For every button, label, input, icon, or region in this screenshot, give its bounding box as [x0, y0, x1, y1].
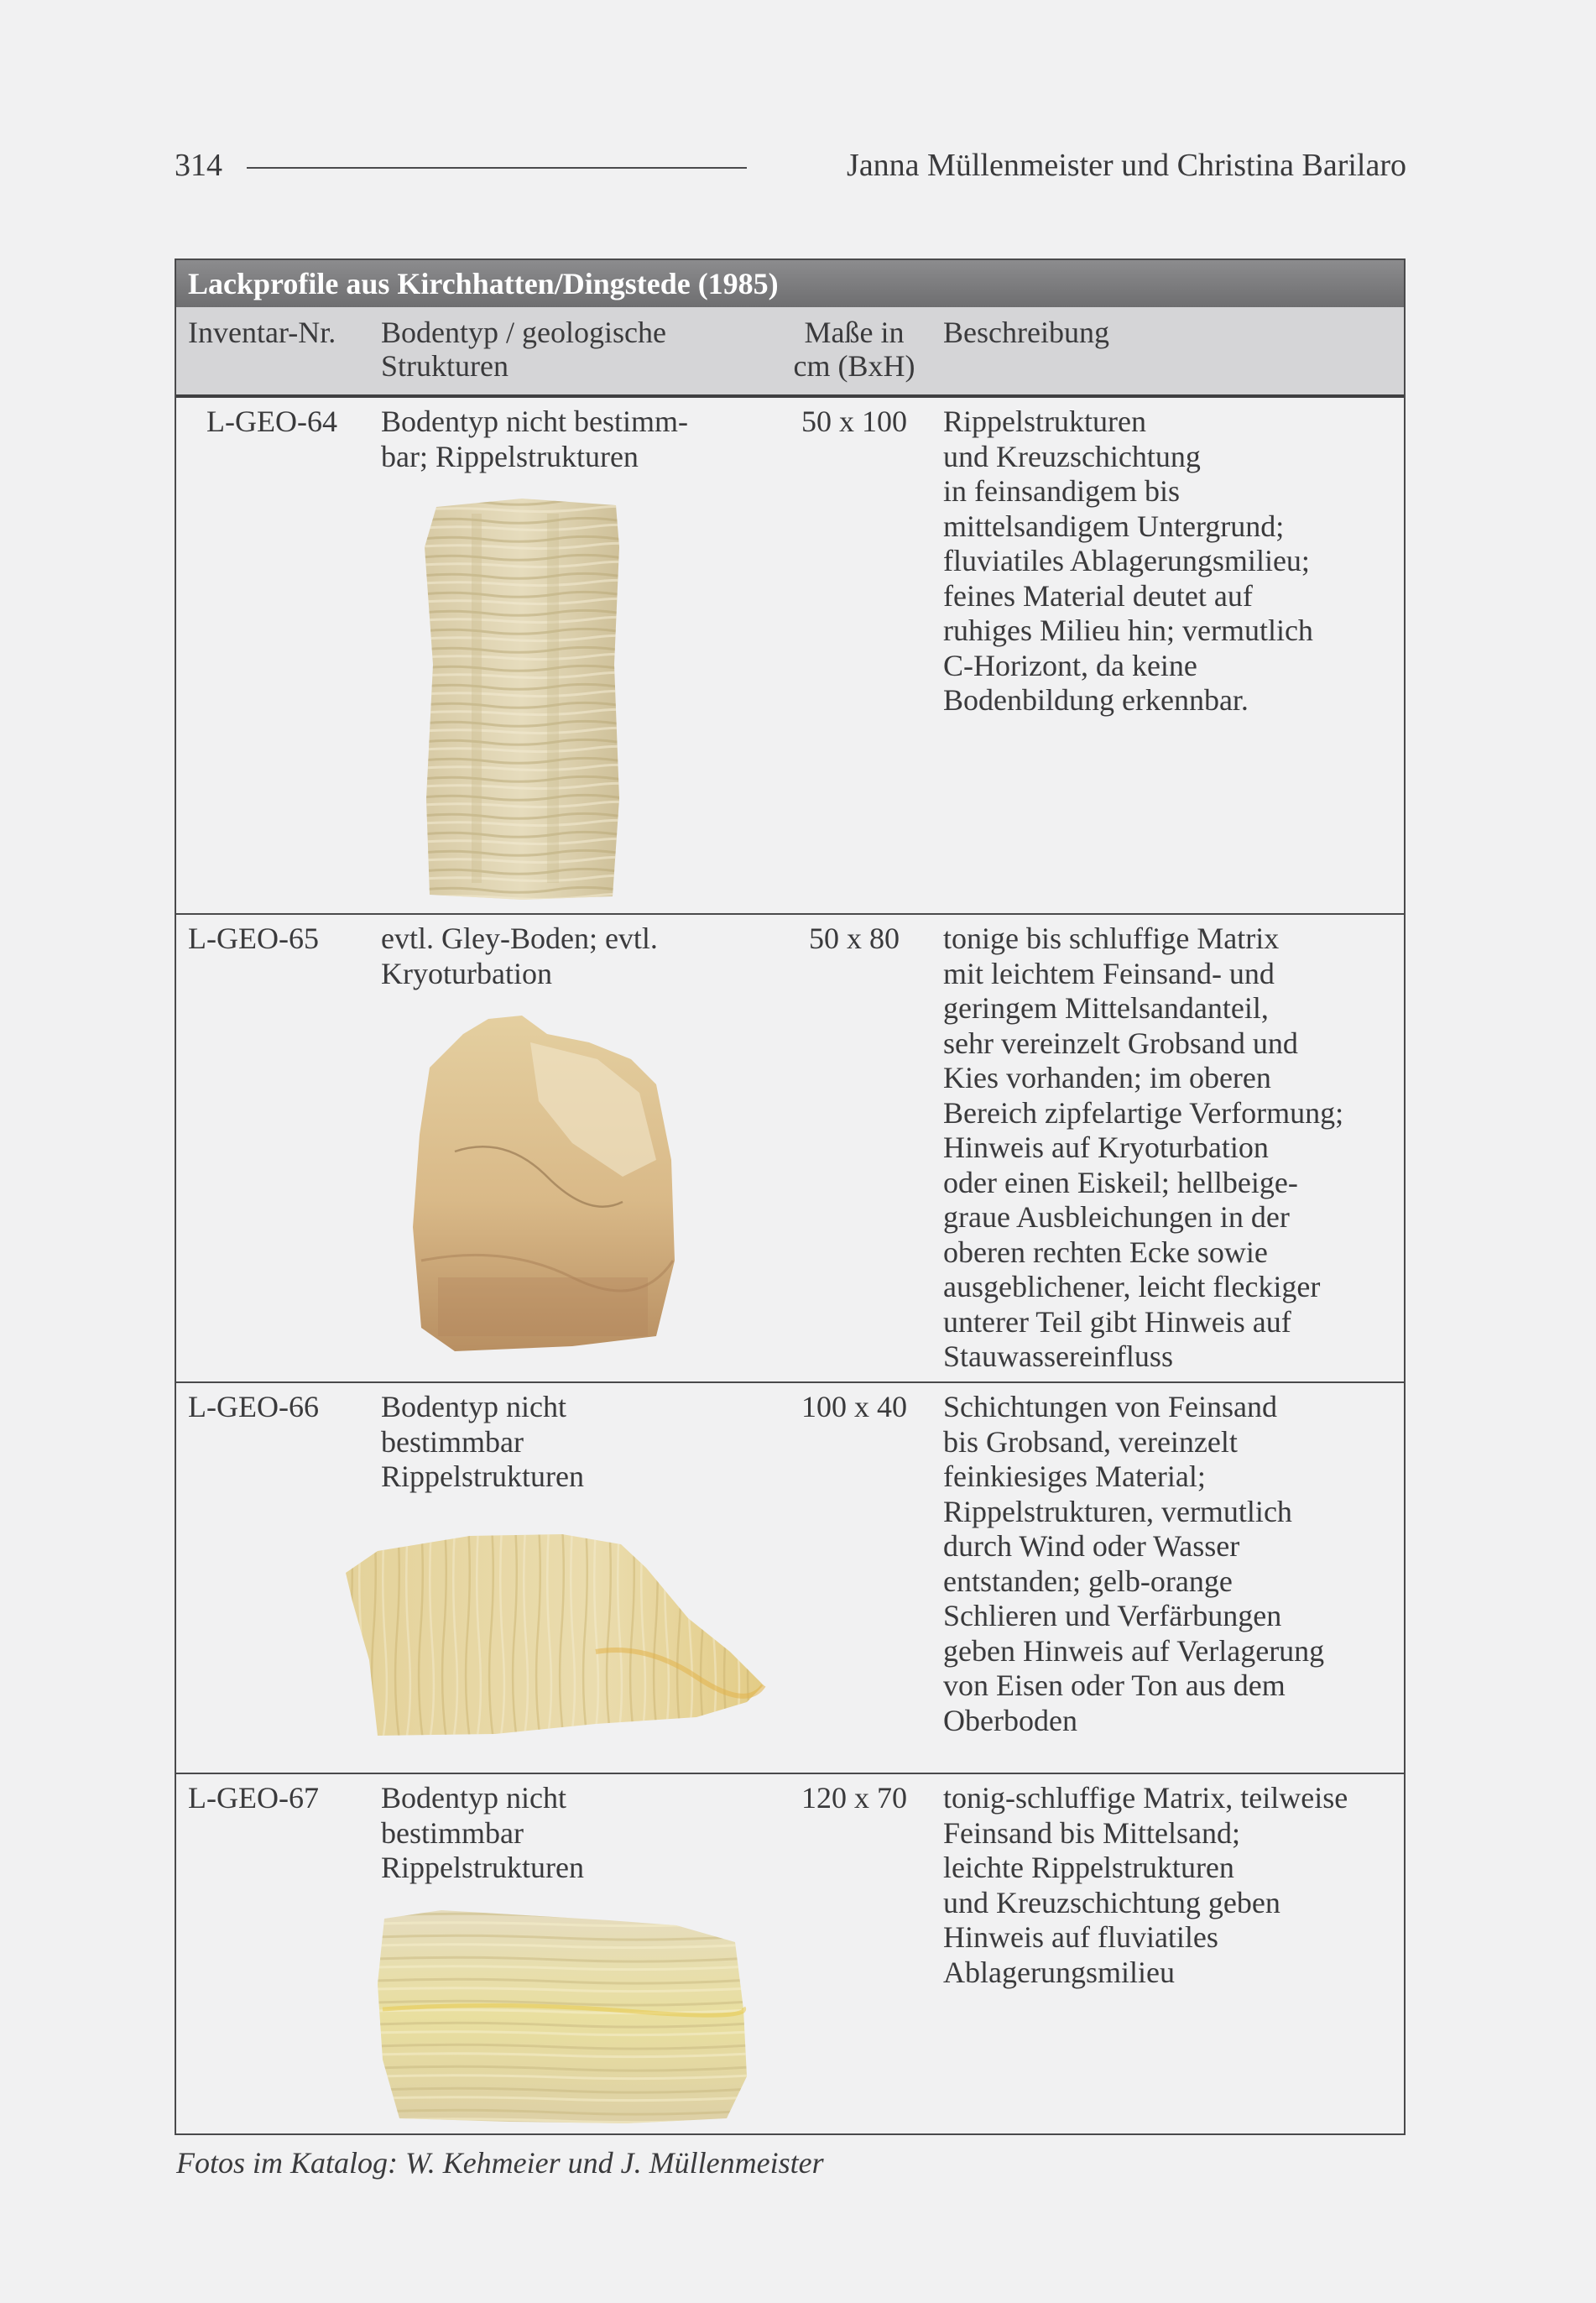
description-line: tonige bis schluffige Matrix [943, 922, 1280, 955]
description-line: Ablagerungsmilieu [943, 1955, 1175, 1989]
description-line: leichte Rippelstrukturen [943, 1851, 1234, 1884]
inventory-number: L-GEO-66 [188, 1390, 319, 1423]
column-header-soil-type [381, 316, 666, 383]
description-line: Schichtungen von Feinsand [943, 1390, 1277, 1423]
description-line: oder einen Eiskeil; hellbeige- [943, 1165, 1298, 1199]
soil-type-line: bar; Rippelstrukturen [381, 439, 639, 473]
description [943, 405, 1403, 718]
column-header-soil-type-line1: Bodentyp / geologische [381, 316, 666, 349]
description-line: durch Wind oder Wasser [943, 1529, 1240, 1563]
description-line: feines Material deutet auf [943, 578, 1253, 613]
photo-credit-caption: Fotos im Katalog: W. Kehmeier und J. Müllenmeister [176, 2146, 824, 2180]
description-line: Rippelstrukturen [943, 405, 1146, 438]
description-line: tonig-schluffige Matrix, teilweise [943, 1781, 1348, 1815]
column-header-size-line2: cm (BxH) [793, 349, 915, 383]
description-line: graue Ausbleichungen in der [943, 1200, 1290, 1234]
description-line: in feinsandigem bis [943, 474, 1180, 508]
page-number: 314 [175, 148, 222, 183]
soil-type-line: Rippelstrukturen [381, 1851, 584, 1884]
inventory-number: L-GEO-64 [206, 405, 337, 438]
table-row [176, 913, 1404, 1381]
running-head [175, 144, 1406, 186]
soil-type-line: bestimmbar [381, 1424, 524, 1459]
description-line: Hinweis auf Kryoturbation [943, 1131, 1269, 1164]
running-head-authors: Janna Müllenmeister und Christina Barilaro [847, 148, 1406, 183]
dimensions: 100 x 40 [801, 1390, 907, 1423]
description-line: Bodenbildung erkennbar. [943, 683, 1249, 717]
column-header-size-line1: Maße in [804, 316, 905, 349]
description-line: geben Hinweis auf Verlagerung [943, 1633, 1325, 1668]
table-row [176, 398, 1404, 913]
description-line: Bereich zipfelartige Verformung; [943, 1095, 1344, 1130]
soil-type-line: bestimmbar [381, 1815, 524, 1850]
inventory-number: L-GEO-65 [188, 922, 319, 955]
description-line: entstanden; gelb-orange [943, 1564, 1233, 1598]
description-line: mittelsandigem Untergrund; [943, 509, 1285, 543]
column-header-soil-type-line2: Strukturen [381, 349, 509, 383]
column-header-row [176, 307, 1404, 398]
description-line: C-Horizont, da keine [943, 648, 1197, 682]
table-title: Lackprofile aus Kirchhatten/Dingstede (1985) [176, 260, 1404, 307]
description [943, 1390, 1403, 1738]
column-header-size [787, 316, 921, 383]
description-line: Hinweis auf fluviatiles [943, 1920, 1218, 1954]
description-line: ausgeblichener, leicht fleckiger [943, 1270, 1321, 1303]
inventory-number: L-GEO-67 [188, 1781, 319, 1815]
soil-type-line: evtl. Gley-Boden; evtl. [381, 922, 658, 955]
description-line: Stauwassereinfluss [943, 1340, 1173, 1373]
dimensions: 120 x 70 [801, 1781, 907, 1815]
column-header-inventory: Inventar-Nr. [188, 316, 336, 349]
description-line: sehr vereinzelt Grobsand und [943, 1026, 1298, 1060]
description-line: bis Grobsand, vereinzelt [943, 1424, 1238, 1459]
description-line: ruhiges Milieu hin; vermutlich [943, 614, 1313, 647]
dimensions: 50 x 100 [801, 405, 907, 438]
description-line: fluviatiles Ablagerungsmilieu; [943, 544, 1310, 577]
soil-type-line: Rippelstrukturen [381, 1460, 584, 1493]
soil-type [381, 922, 759, 991]
description-line: Feinsand bis Mittelsand; [943, 1815, 1240, 1850]
soil-type [381, 1390, 759, 1495]
soil-type [381, 405, 759, 474]
specimen-photo [344, 1526, 769, 1741]
column-header-description: Beschreibung [943, 316, 1109, 349]
description [943, 922, 1403, 1375]
soil-type-line: Bodentyp nicht [381, 1781, 566, 1815]
header-rule [247, 167, 747, 169]
description-line: Kies vorhanden; im oberen [943, 1061, 1271, 1094]
table-row [176, 1381, 1404, 1773]
description-line: Rippelstrukturen, vermutlich [943, 1494, 1292, 1528]
description-line: unterer Teil gibt Hinweis auf [943, 1304, 1291, 1339]
soil-type [381, 1781, 759, 1886]
catalog-table [175, 258, 1406, 2135]
description-line: von Eisen oder Ton aus dem [943, 1668, 1286, 1702]
description-line: geringem Mittelsandanteil, [943, 991, 1269, 1025]
soil-type-line: Kryoturbation [381, 956, 552, 990]
dimensions: 50 x 80 [809, 922, 900, 955]
specimen-photo [404, 1009, 681, 1353]
specimen-photo [421, 497, 628, 903]
description-line: Schlieren und Verfärbungen [943, 1599, 1282, 1632]
soil-type-line: Bodentyp nicht [381, 1390, 566, 1423]
description-line: oberen rechten Ecke sowie [943, 1235, 1268, 1269]
specimen-photo [374, 1909, 750, 2127]
description-line: und Kreuzschichtung [943, 439, 1201, 473]
description [943, 1781, 1403, 1990]
description-line: Oberboden [943, 1703, 1077, 1737]
description-line: feinkiesiges Material; [943, 1460, 1206, 1493]
table-row [176, 1773, 1404, 2133]
soil-type-line: Bodentyp nicht bestimm- [381, 405, 688, 438]
description-line: mit leichtem Feinsand- und [943, 956, 1275, 990]
description-line: und Kreuzschichtung geben [943, 1885, 1280, 1919]
